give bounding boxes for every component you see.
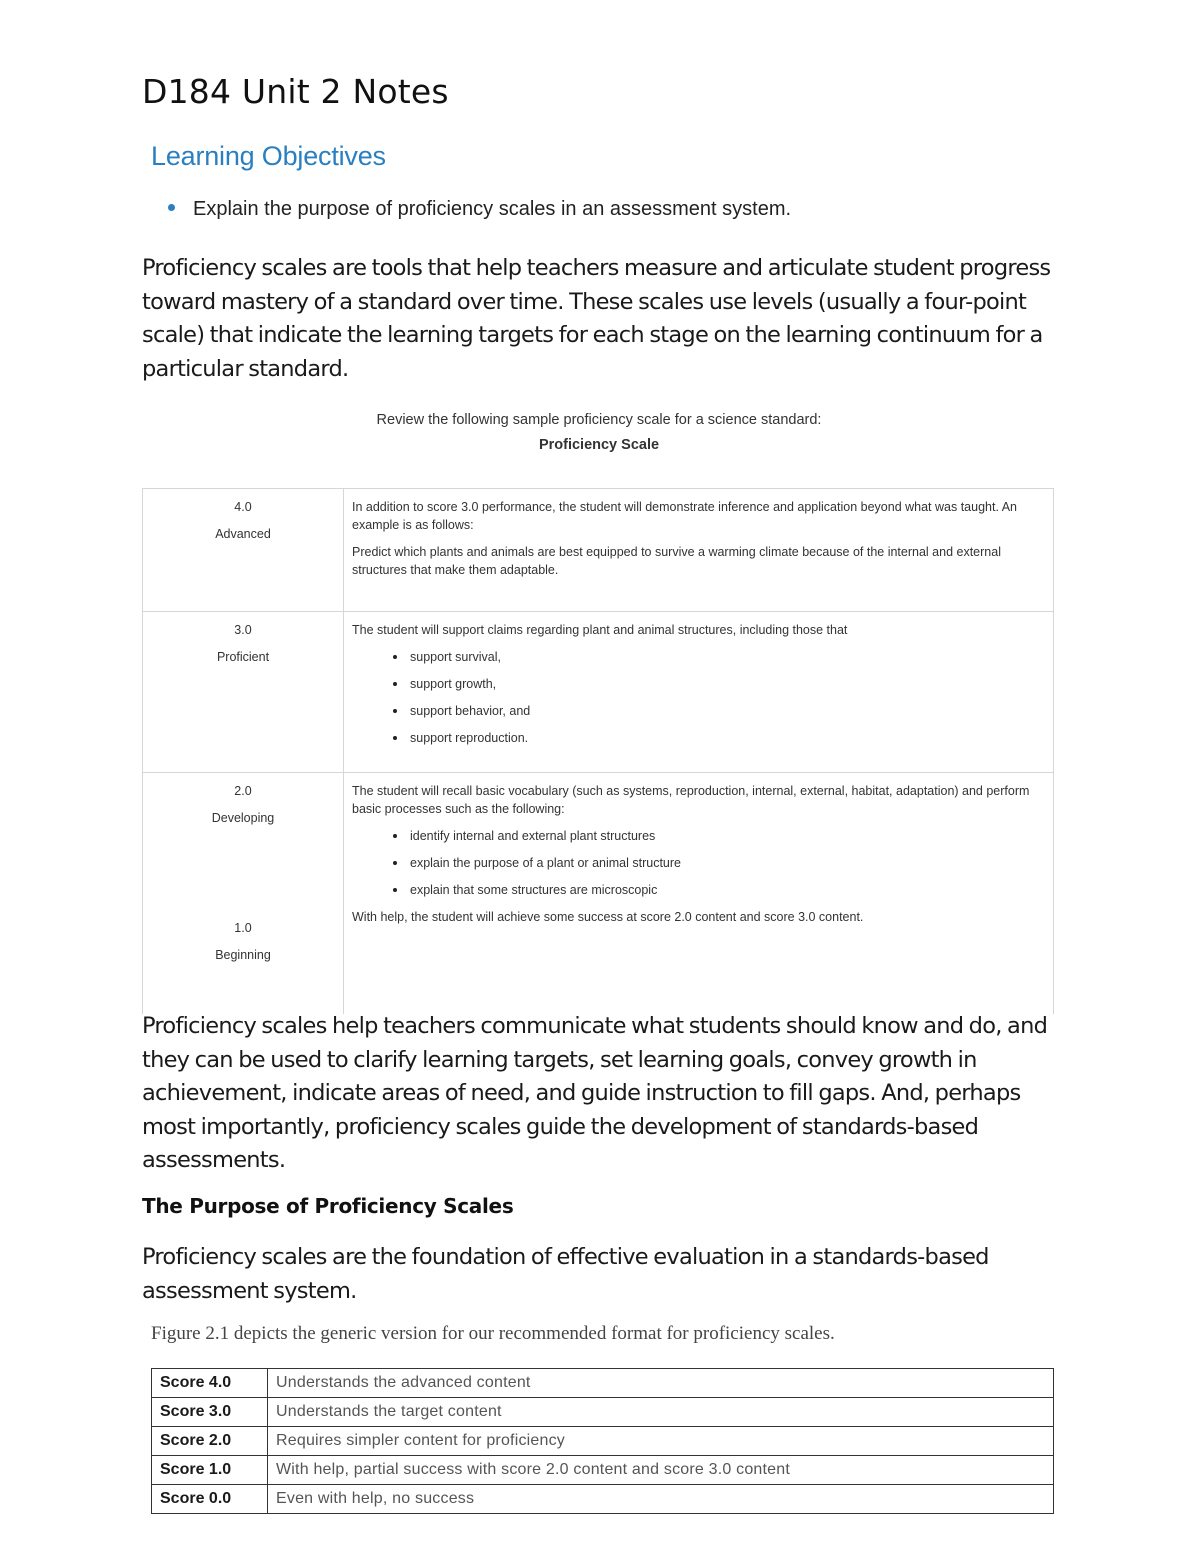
description-cell: Requires simpler content for proficiency — [268, 1427, 1054, 1456]
beginning-description: With help, the student will achieve some success at score 2.0 content and score 3.0 content. — [352, 910, 864, 924]
score-cell: Score 3.0 — [152, 1398, 268, 1427]
list-item: explain that some structures are microscopic — [410, 881, 1043, 899]
list-item: support behavior, and — [410, 702, 1043, 720]
score-cell: Score 1.0 — [152, 1456, 268, 1485]
score-cell — [143, 489, 344, 612]
description-bullets — [352, 827, 1043, 899]
list-item: support reproduction. — [410, 729, 1043, 747]
score-cell: Score 2.0 — [152, 1427, 268, 1456]
learning-objectives-heading: Learning Objectives — [151, 141, 386, 171]
score-cell — [143, 612, 344, 773]
description-cell — [344, 612, 1054, 773]
table-row — [143, 773, 1054, 1015]
description-cell — [344, 773, 1054, 1015]
description-bullets — [352, 648, 1043, 747]
description-cell: Even with help, no success — [268, 1485, 1054, 1514]
score-label: Beginning — [215, 948, 271, 962]
list-item: support growth, — [410, 675, 1043, 693]
table-row — [152, 1427, 1054, 1456]
sample-scale-caption — [142, 408, 1056, 458]
list-item: support survival, — [410, 648, 1043, 666]
bullet-icon — [168, 204, 175, 211]
description-cell: With help, partial success with score 2.0 content and score 3.0 content — [268, 1456, 1054, 1485]
learning-objectives-list — [168, 198, 791, 221]
proficiency-scale-table — [142, 488, 1054, 1014]
table-row — [152, 1369, 1054, 1398]
learning-objective-item — [168, 198, 791, 221]
score-value: 2.0 — [234, 784, 252, 798]
description-example: Predict which plants and animals are best equipped to survive a warming climate because of the internal and external structures that make them adaptable. — [352, 545, 1001, 577]
score-value: 4.0 — [234, 500, 252, 514]
score-cell: Score 4.0 — [152, 1369, 268, 1398]
intro-paragraph: Proficiency scales are tools that help teachers measure and articulate student progress toward mastery of a standard over time. These scales use levels (usually a four-point scale) that indicate the learning targets for each stage on the learning continuum for a particular standard. — [142, 255, 1051, 382]
score-value: 3.0 — [234, 623, 252, 637]
list-item: explain the purpose of a plant or animal structure — [410, 854, 1043, 872]
generic-scale-table — [151, 1368, 1054, 1514]
communicate-paragraph: Proficiency scales help teachers communicate what students should know and do, and they can be used to clarify learning targets, set learning goals, convey growth in achievement, indicate areas of need, and guide instruction to fill gaps. And, perhaps most importantly, proficiency scales guide the development of standards-based assessments. — [142, 1013, 1048, 1173]
score-label: Proficient — [216, 650, 270, 664]
score-label: Advanced — [215, 527, 271, 541]
list-item: identify internal and external plant structures — [410, 827, 1043, 845]
description-text: The student will recall basic vocabulary (such as systems, reproduction, internal, external, habitat, adaptation) and perform basic processes such as the following: — [352, 784, 1030, 816]
description-cell — [344, 489, 1054, 612]
table-row — [143, 612, 1054, 773]
table-row — [143, 489, 1054, 612]
beginning-score-block — [143, 919, 343, 964]
sample-scale-title: Proficiency Scale — [538, 437, 660, 453]
sample-scale-intro: Review the following sample proficiency scale for a science standard: — [376, 412, 822, 428]
score-label: Developing — [211, 811, 275, 825]
score-cell: Score 0.0 — [152, 1485, 268, 1514]
description-text: In addition to score 3.0 performance, the student will demonstrate inference and application beyond what was taught. An example is as follows: — [352, 500, 1017, 532]
table-row — [152, 1456, 1054, 1485]
score-cell — [143, 773, 344, 1015]
document-title: D184 Unit 2 Notes — [142, 72, 449, 111]
learning-objective-text: Explain the purpose of proficiency scales in an assessment system. — [193, 198, 792, 220]
figure-caption: Figure 2.1 depicts the generic version for our recommended format for proficiency scales. — [151, 1323, 835, 1344]
table-row — [152, 1398, 1054, 1427]
foundation-paragraph: Proficiency scales are the foundation of effective evaluation in a standards-based assessment system. — [142, 1244, 989, 1304]
table-row — [152, 1485, 1054, 1514]
description-cell: Understands the target content — [268, 1398, 1054, 1427]
purpose-heading: The Purpose of Proficiency Scales — [142, 1194, 514, 1218]
description-text: The student will support claims regarding plant and animal structures, including those that — [352, 623, 848, 637]
score-value: 1.0 — [234, 921, 252, 935]
description-cell: Understands the advanced content — [268, 1369, 1054, 1398]
